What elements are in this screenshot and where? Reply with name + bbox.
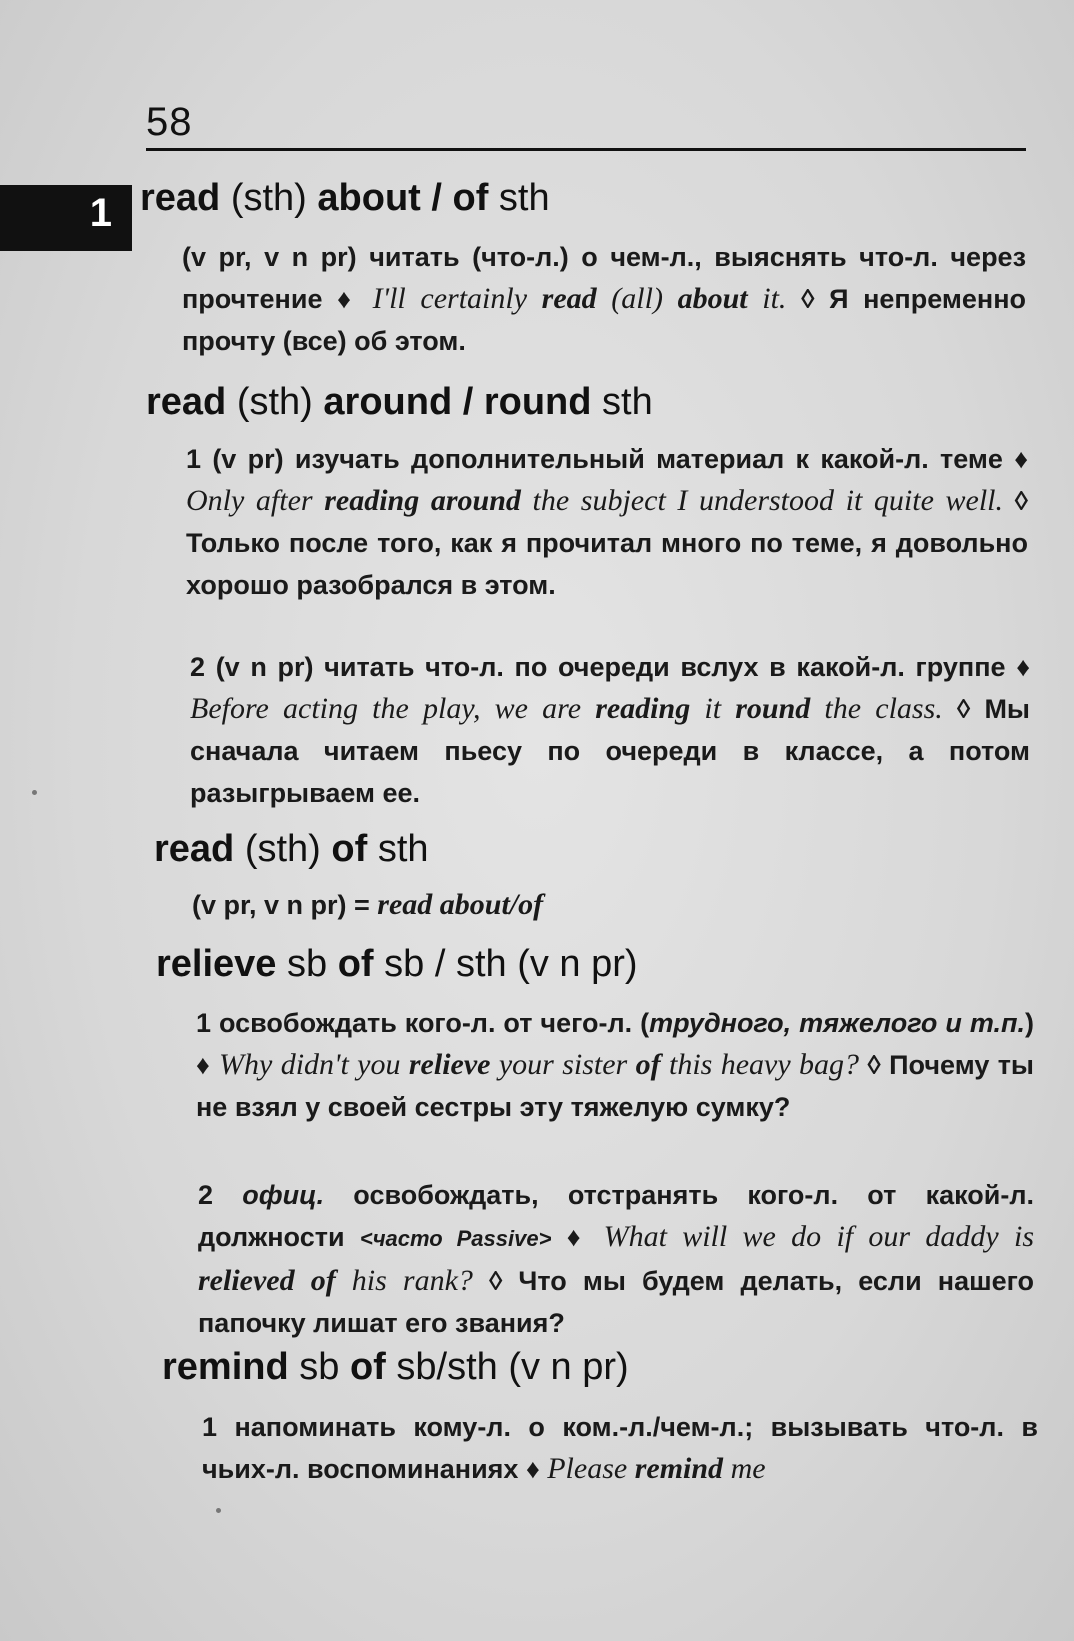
print-speck — [32, 790, 37, 795]
entry-sense-1: 1 (v pr) изучать дополнительный материал к какой-л. теме ♦ Only after reading around the subject I understood it quite well. ◊ Только после того, как я прочитал много по теме, я довольно хорошо разобрался в этом. — [186, 444, 1028, 600]
particle: of — [337, 943, 374, 985]
headword: remind — [162, 1346, 289, 1388]
entry-heading: remind sb of sb/sth (v n pr) — [162, 1346, 629, 1388]
chapter-number: 1 — [89, 191, 112, 235]
example-marker-icon: ♦ — [196, 1050, 211, 1080]
entry-heading: read (sth) around / round sth — [146, 381, 653, 423]
chapter-thumb-tab — [0, 185, 132, 251]
headword: read — [140, 177, 221, 219]
entry-sense-2: 2 офиц. освобождать, отстранять кого-л. от какой-л. должности <часто Passive> ♦ What will we do if our daddy is relieved of his rank? ◊ Что мы будем делать, если нашего папочку лишат его звания? — [198, 1180, 1034, 1338]
example-marker-icon: ♦ — [551, 1222, 589, 1252]
translation-marker-icon: ◊ — [942, 694, 985, 724]
example-marker-icon: ♦ — [525, 1454, 540, 1484]
entry-definition: (v pr, v n pr) читать (что-л.) о чем-л., выяснять что-л. через прочтение ♦ I'll certainly read (all) about it. ◊ Я непременно прочту (все) об этом. — [182, 242, 1026, 356]
particle: around / round — [323, 381, 592, 423]
entry-heading: read (sth) of sth — [154, 828, 429, 870]
particle: of — [349, 1346, 386, 1388]
header-rule — [146, 148, 1026, 151]
example-marker-icon: ♦ — [337, 284, 359, 314]
headword: read — [154, 828, 235, 870]
translation-marker-icon: ◊ — [786, 284, 830, 314]
page-number: 58 — [146, 100, 193, 144]
translation-marker-icon: ◊ — [472, 1266, 519, 1296]
example-marker-icon: ♦ — [1016, 652, 1030, 682]
example-marker-icon: ♦ — [1014, 444, 1028, 474]
entry-sense-2: 2 (v n pr) читать что-л. по очереди вслух в какой-л. группе ♦ Before acting the play, we are reading it round the class. ◊ Мы сначала читаем пьесу по очереди в классе, а потом разыгрываем ее. — [190, 652, 1030, 808]
entry-heading: read (sth) about / of sth — [140, 177, 550, 219]
print-speck — [216, 1508, 221, 1513]
headword: read — [146, 381, 227, 423]
headword: relieve — [156, 943, 277, 985]
translation-marker-icon: ◊ — [1003, 486, 1028, 516]
entry-sense-1: 1 напоминать кому-л. о ком.-л./чем-л.; вызывать что-л. в чьих-л. воспоминаниях ♦ Please remind me — [202, 1412, 1038, 1485]
particle: about / of — [317, 177, 489, 219]
entry-sense-1: 1 освобождать кого-л. от чего-л. (трудного, тяжелого и т.п.) ♦ Why didn't you relieve your sister of this heavy bag? ◊ Почему ты не взял у своей сестры эту тяжелую сумку? — [196, 1008, 1034, 1122]
particle: of — [331, 828, 368, 870]
entry-definition: (v pr, v n pr) = read about/of — [192, 888, 544, 921]
entry-heading: relieve sb of sb / sth (v n pr) — [156, 943, 638, 985]
translation-marker-icon: ◊ — [859, 1050, 890, 1080]
